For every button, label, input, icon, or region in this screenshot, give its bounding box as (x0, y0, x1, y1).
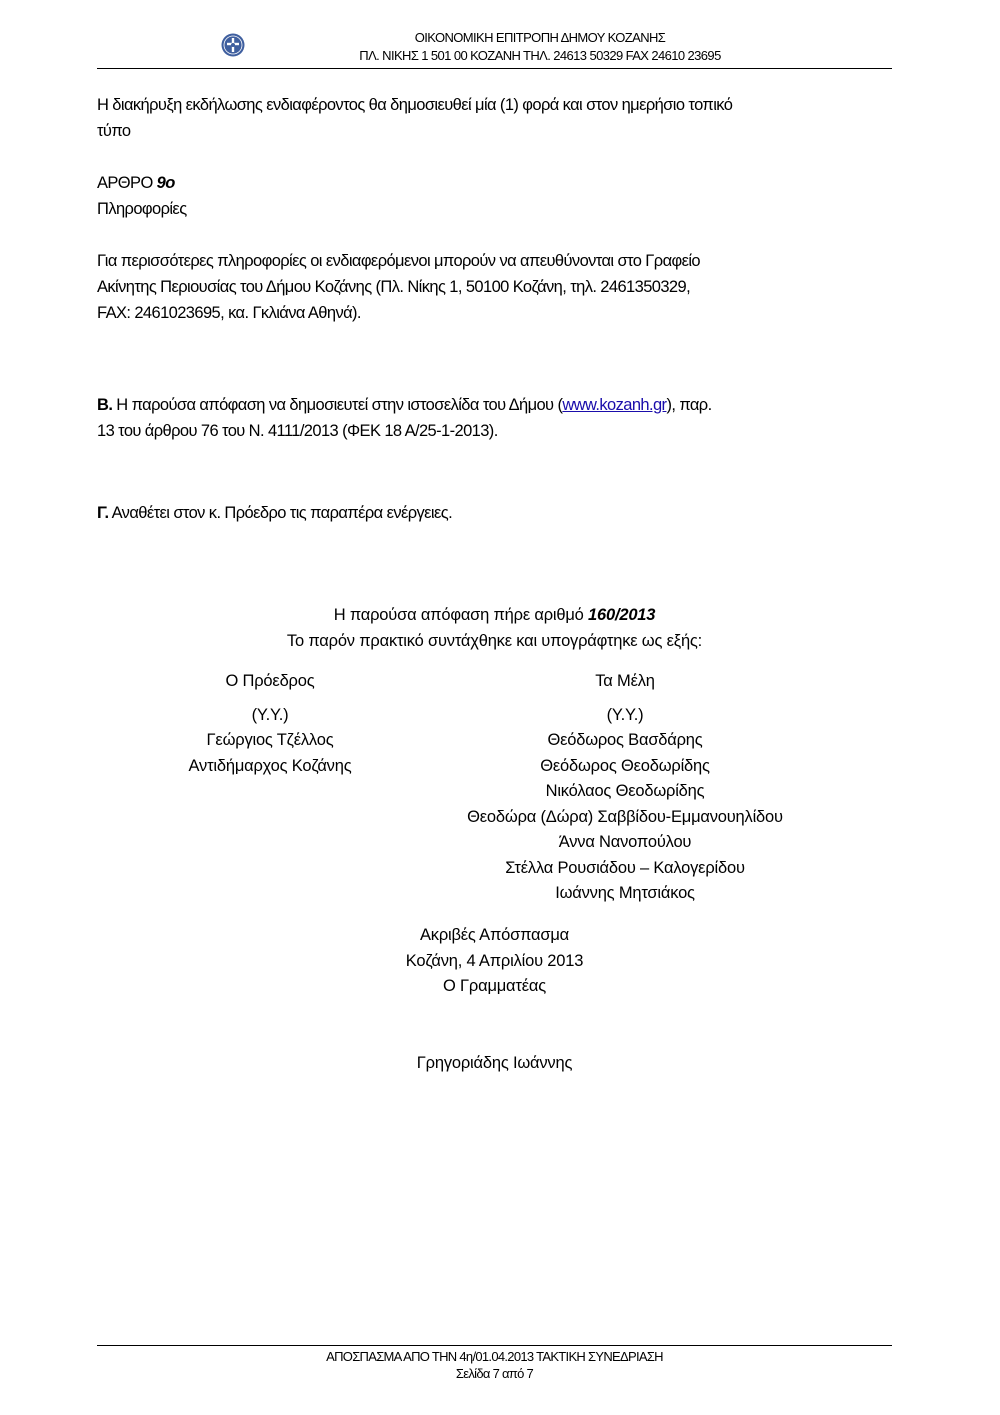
member-name: Στέλλα Ρουσιάδου – Καλογερίδου (505, 859, 745, 877)
certification-title: Ακριβές Απόσπασμα (419, 926, 570, 944)
president-title: Ο Πρόεδρος (225, 672, 315, 690)
paragraph-c (97, 504, 452, 523)
footer-page-number: Σελίδα 7 από 7 (455, 1366, 534, 1381)
intro-line-1: Η διακήρυξη εκδήλωσης ενδιαφέροντος θα δημοσιευθεί μία (1) φορά και στον ημερήσιο τοπικό (97, 96, 733, 114)
member-name: Ιωάννης Μητσιάκος (555, 884, 695, 902)
president-signature: (Υ.Υ.) (251, 706, 289, 724)
header-divider (97, 68, 892, 69)
decision-number-line (97, 606, 892, 625)
decision-number-prefix: Η παρούσα απόφαση πήρε αριθμό (333, 606, 589, 624)
paragraph-b-line-1 (97, 396, 712, 415)
certification-role: Ο Γραμματέας (443, 977, 546, 995)
secretary-name: Γρηγοριάδης Ιωάννης (416, 1054, 573, 1072)
member-name: Θεόδωρος Θεοδωρίδης (540, 757, 710, 775)
info-line-3: FAX: 2461023695, κα. Γκλιάνα Αθηνά). (97, 304, 361, 322)
paragraph-b-label: Β. (97, 396, 113, 414)
paragraph-c-text: Αναθέτει στον κ. Πρόεδρο τις παραπέρα ενέργειες. (108, 504, 453, 522)
paragraph-b-line-2: 13 του άρθρου 76 του Ν. 4111/2013 (ΦΕΚ 18 Α/25-1-2013). (97, 422, 498, 440)
paragraph-b-text-after: ), παρ. (666, 396, 712, 414)
member-name: Άννα Νανοπούλου (558, 833, 692, 851)
article-number: 9ο (152, 174, 175, 192)
info-line-1: Για περισσότερες πληροφορίες οι ενδιαφερόμενοι μπορούν να απευθύνονται στο Γραφείο (97, 252, 701, 270)
members-signature: (Υ.Υ.) (606, 706, 644, 724)
decision-number-value: 160/2013 (588, 606, 656, 624)
member-name: Νικόλαος Θεοδωρίδης (545, 782, 705, 800)
info-line-2: Ακίνητης Περιουσίας του Δήμου Κοζάνης (Πλ. Νίκης 1, 50100 Κοζάνη, τηλ. 2461350329, (97, 278, 691, 296)
president-role: Αντιδήμαρχος Κοζάνης (188, 757, 352, 775)
closing-statement: Το παρόν πρακτικό συντάχθηκε και υπογράφτηκε ως εξής: (286, 632, 703, 650)
certification-place-date: Κοζάνη, 4 Απριλίου 2013 (405, 952, 584, 970)
intro-line-2: τύπο (97, 122, 131, 140)
header-line-1: ΟΙΚΟΝΟΜΙΚΗ ΕΠΙΤΡΟΠΗ ΔΗΜΟΥ ΚΟΖΑΝΗΣ (414, 30, 666, 45)
members-title: Τα Μέλη (595, 672, 655, 690)
article-heading (97, 174, 175, 193)
member-name: Θεόδωρος Βασδάρης (547, 731, 703, 749)
paragraph-c-label: Γ. (97, 504, 109, 522)
footer-divider (97, 1345, 892, 1346)
footer-line-1: ΑΠΟΣΠΑΣΜΑ ΑΠΟ ΤΗΝ 4η/01.04.2013 ΤΑΚΤΙΚΗ ΣΥΝΕΔΡΙΑΣΗ (326, 1349, 663, 1364)
municipality-website-link[interactable]: www.kozanh.gr (562, 396, 667, 414)
greek-state-seal-icon (221, 33, 245, 57)
paragraph-b-text: Η παρούσα απόφαση να δημοσιευτεί στην ιστοσελίδα του Δήμου ( (112, 396, 563, 414)
president-name: Γεώργιος Τζέλλος (206, 731, 334, 749)
header-line-2: ΠΛ. ΝΙΚΗΣ 1 501 00 ΚΟΖΑΝΗ ΤΗΛ. 24613 50329 FAX 24610 23695 (359, 48, 721, 63)
article-subtitle: Πληροφορίες (97, 200, 187, 218)
member-name: Θεοδώρα (Δώρα) Σαββίδου-Εμμανουηλίδου (467, 808, 783, 826)
article-prefix: ΑΡΘΡΟ (97, 174, 153, 192)
